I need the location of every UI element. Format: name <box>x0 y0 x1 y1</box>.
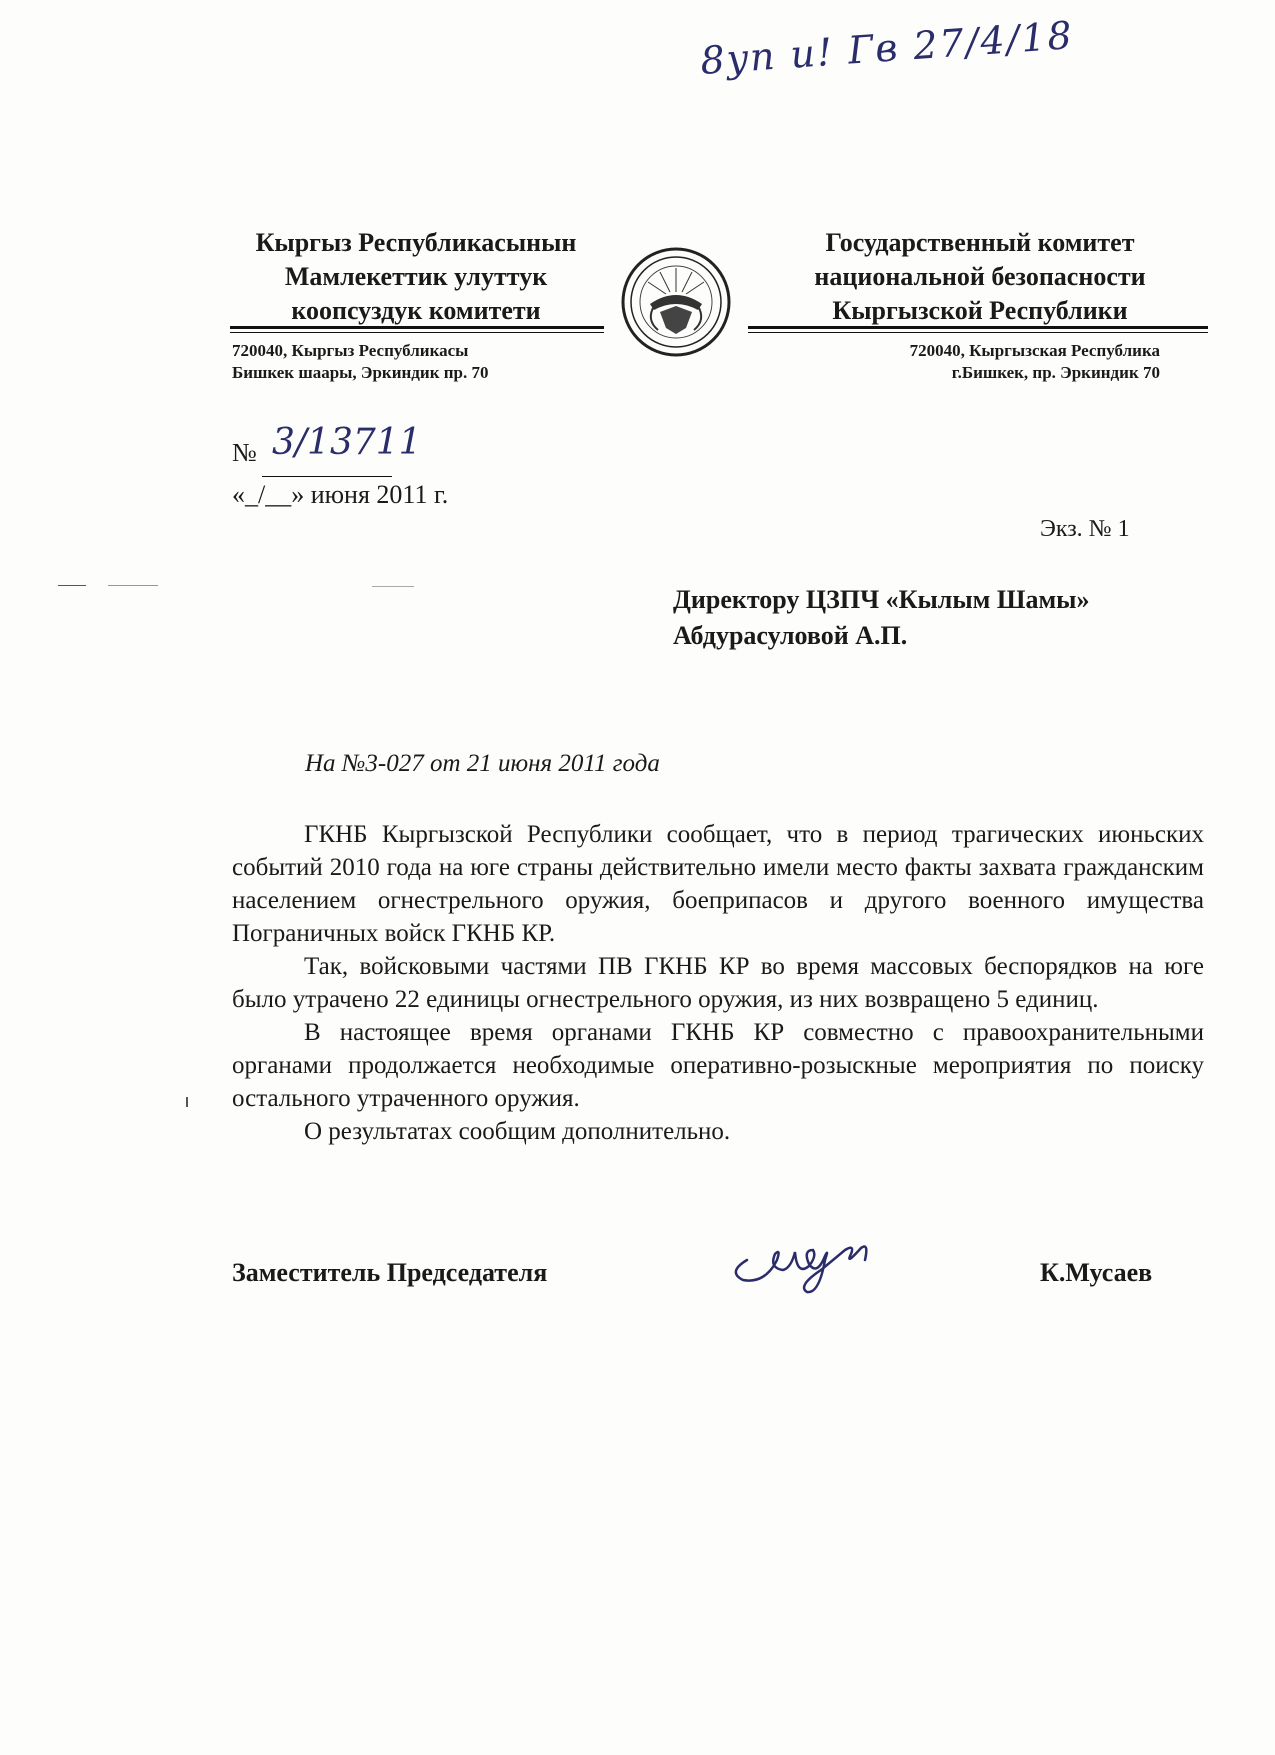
address-left-line: Бишкек шаары, Эркиндик пр. 70 <box>232 363 489 382</box>
letter-body <box>232 818 1204 1148</box>
registration-number-label: № <box>232 438 257 467</box>
reference-line: На №3-027 от 21 июня 2011 года <box>305 750 660 777</box>
header-left-kyrgyz <box>226 226 606 328</box>
address-right-line: г.Бишкек, пр. Эркиндик 70 <box>951 363 1160 382</box>
header-left-rule-thin <box>230 332 604 333</box>
body-paragraph: ГКНБ Кыргызской Республики сообщает, что в период трагических июньских событий 2010 года на юге страны действительно имели место факты захвата гражданским населением огнестрельного оружия, боеприпасов и другого военного имущества Пограничных войск ГКНБ КР. <box>232 821 1204 947</box>
registration-date: «_/__» июня 2011 г. <box>232 480 449 509</box>
header-right-line: национальной безопасности <box>814 262 1146 291</box>
addressee-block <box>673 582 1089 654</box>
signatory-name: К.Мусаев <box>1040 1258 1153 1287</box>
header-left-line: Кыргыз Республикасынын <box>255 228 577 257</box>
address-right <box>800 340 1160 384</box>
body-paragraph: В настоящее время органами ГКНБ КР совместно с правоохранительными органами продолжается необходимые оперативно-розыскные мероприятия по поиску остального утраченного оружия. <box>232 1019 1204 1112</box>
scan-artifact <box>186 1097 188 1107</box>
address-left-line: 720040, Кыргыз Республикасы <box>232 341 469 360</box>
header-right-rule <box>748 326 1208 329</box>
body-paragraph: Так, войсковыми частями ПВ ГКНБ КР во время массовых беспорядков на юге было утрачено 22 единицы огнестрельного оружия, из них возвращено 5 единиц. <box>232 953 1204 1013</box>
header-left-line: Мамлекеттик улуттук <box>284 262 548 291</box>
body-paragraph: О результатах сообщим дополнительно. <box>304 1118 731 1145</box>
scan-artifact <box>58 585 86 586</box>
header-right-line: Кыргызской Республики <box>832 296 1128 325</box>
header-right-line: Государственный комитет <box>825 228 1135 257</box>
scan-artifact <box>108 585 158 586</box>
copy-number: Экз. № 1 <box>1040 516 1130 542</box>
registration-number-value: 3/13711 <box>272 422 422 463</box>
signatory-title: Заместитель Председателя <box>232 1258 548 1287</box>
address-left <box>232 340 489 384</box>
state-emblem-icon <box>620 246 732 358</box>
address-right-line: 720040, Кыргызская Республика <box>909 341 1160 360</box>
header-left-rule <box>230 326 604 329</box>
scan-artifact <box>372 586 414 587</box>
handwritten-registration-note: 8yn u! Гв 27/4/18 <box>698 13 1075 83</box>
header-left-line: коопсуздук комитети <box>291 296 541 325</box>
header-right-rule-thin <box>748 332 1208 333</box>
addressee-line: Директору ЦЗПЧ «Кылым Шамы» <box>673 585 1090 614</box>
addressee-line: Абдурасуловой А.П. <box>673 621 908 650</box>
registration-number-underline <box>262 476 392 477</box>
handwritten-signature <box>725 1220 895 1300</box>
header-right-russian <box>770 226 1190 328</box>
